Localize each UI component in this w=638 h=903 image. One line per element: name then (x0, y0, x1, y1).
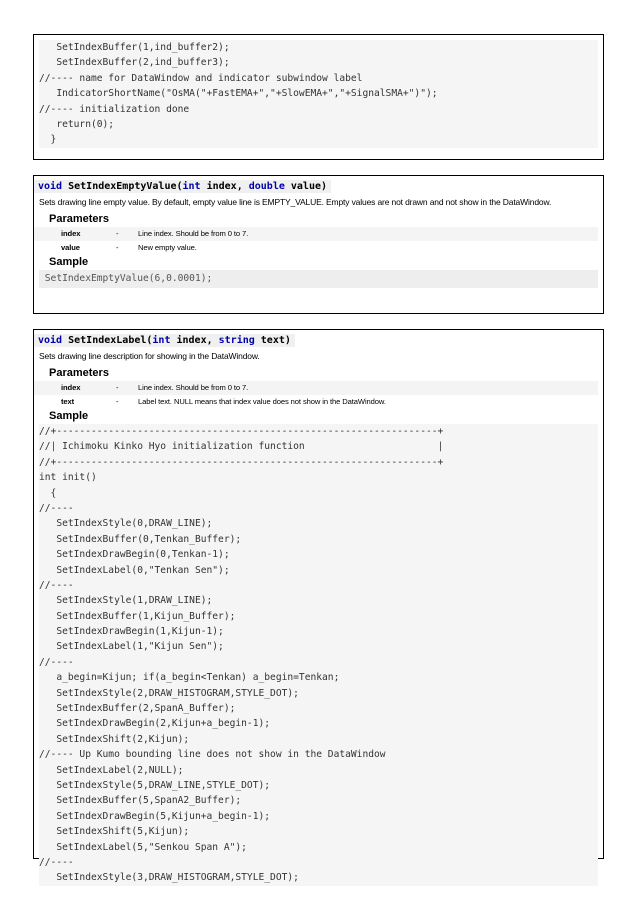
code-line: SetIndexStyle(1,DRAW_LINE); (39, 595, 213, 607)
sample-heading: Sample (49, 410, 89, 422)
parameters-heading: Parameters (49, 367, 109, 379)
parameter-dash: - (116, 229, 119, 238)
code-line: //---- (39, 502, 74, 514)
code-line: SetIndexDrawBegin(1,Kijun-1); (39, 626, 224, 638)
code-line: SetIndexLabel(5,"Senkou Span A"); (39, 841, 247, 853)
code-line: SetIndexBuffer(5,SpanA2_Buffer); (39, 795, 242, 807)
param-signature: value) (284, 181, 328, 192)
code-listing (39, 40, 598, 148)
parameter-name: text (61, 397, 75, 406)
code-line: SetIndexStyle(2,DRAW_HISTOGRAM,STYLE_DOT); (39, 687, 299, 699)
code-line: } (39, 134, 57, 146)
code-line: //---- (39, 579, 74, 591)
sample-code (39, 270, 598, 288)
code-block-osma (33, 34, 604, 160)
parameter-description: New empty value. (138, 243, 197, 252)
parameter-row (34, 395, 598, 409)
code-line: //+------------------------------------------------------------------+ (39, 456, 444, 468)
parameter-name: index (61, 229, 81, 238)
sample-heading: Sample (49, 256, 89, 268)
parameter-dash: - (116, 383, 119, 392)
parameter-description: Line index. Should be from 0 to 7. (138, 383, 249, 392)
keyword-void: void (38, 335, 63, 346)
code-line: SetIndexDrawBegin(2,Kijun+a_begin-1); (39, 718, 271, 730)
code-line: SetIndexBuffer(0,Tenkan_Buffer); (39, 533, 242, 545)
parameter-description: Label text. NULL means that index value does not show in the DataWindow. (138, 397, 386, 406)
code-line: SetIndexDrawBegin(0,Tenkan-1); (39, 549, 230, 561)
code-line: SetIndexShift(5,Kijun); (39, 826, 190, 838)
code-line: SetIndexLabel(2,NULL); (39, 764, 184, 776)
keyword-type: string (218, 335, 255, 346)
parameter-name: index (61, 383, 81, 392)
code-line: //| Ichimoku Kinko Hyo initialization function | (39, 441, 444, 453)
code-line: //+------------------------------------------------------------------+ (39, 426, 444, 437)
code-line: //---- (39, 656, 74, 668)
keyword-type: int (182, 181, 201, 192)
code-line: SetIndexStyle(0,DRAW_LINE); (39, 518, 213, 530)
function-name: SetIndexLabel( (62, 335, 153, 346)
parameter-dash: - (116, 243, 119, 252)
parameter-dash: - (116, 397, 119, 406)
code-line: SetIndexBuffer(2,ind_buffer3); (39, 57, 230, 69)
function-signature (34, 176, 603, 194)
parameter-row (34, 381, 598, 395)
param-signature: text) (254, 335, 291, 346)
parameter-row (34, 227, 598, 241)
function-description: Sets drawing line description for showing in the DataWindow. (39, 351, 260, 361)
code-line: //---- (39, 856, 74, 868)
code-comment: //---- initialization done (39, 103, 190, 115)
parameter-row (34, 241, 598, 255)
keyword-type: int (152, 335, 171, 346)
function-signature (34, 330, 603, 348)
code-line: SetIndexLabel(1,"Kijun Sen"); (39, 641, 224, 653)
code-line: return(0); (39, 118, 115, 130)
code-line: SetIndexEmptyValue(6,0.0001); (39, 273, 213, 284)
function-name: SetIndexEmptyValue( (62, 181, 183, 192)
code-line: SetIndexBuffer(2,SpanA_Buffer); (39, 703, 236, 715)
parameters-list (34, 227, 603, 255)
function-description: Sets drawing line empty value. By default, empty value line is EMPTY_VALUE. Empty values are not drawn and not show in the DataWindow. (39, 197, 552, 207)
keyword-type: double (248, 181, 285, 192)
param-signature: index, (170, 335, 219, 346)
code-line: SetIndexStyle(5,DRAW_LINE,STYLE_DOT); (39, 779, 271, 791)
keyword-void: void (38, 181, 63, 192)
parameters-list (34, 381, 603, 409)
sample-code (39, 424, 598, 886)
function-doc-setindexemptyvalue (33, 175, 604, 314)
parameter-name: value (61, 243, 80, 252)
param-signature: index, (200, 181, 249, 192)
parameter-description: Line index. Should be from 0 to 7. (138, 229, 249, 238)
function-doc-setindexlabel (33, 329, 604, 884)
code-line: //---- Up Kumo bounding line does not show in the DataWindow (39, 749, 386, 761)
code-line: { (39, 487, 57, 499)
code-line: SetIndexLabel(0,"Tenkan Sen"); (39, 564, 230, 576)
code-line: SetIndexDrawBegin(5,Kijun+a_begin-1); (39, 810, 271, 822)
code-line: SetIndexBuffer(1,Kijun_Buffer); (39, 610, 236, 622)
parameters-heading: Parameters (49, 213, 109, 225)
code-line: SetIndexShift(2,Kijun); (39, 733, 190, 745)
code-line: IndicatorShortName("OsMA("+FastEMA+","+SlowEMA+","+SignalSMA+")"); (39, 88, 438, 100)
code-line: a_begin=Kijun; if(a_begin<Tenkan) a_begin=Tenkan; (39, 672, 340, 684)
code-line: SetIndexBuffer(1,ind_buffer2); (39, 42, 230, 53)
code-line: int init() (39, 472, 97, 484)
code-line: SetIndexStyle(3,DRAW_HISTOGRAM,STYLE_DOT); (39, 872, 299, 884)
code-comment: //---- name for DataWindow and indicator subwindow label (39, 72, 363, 84)
